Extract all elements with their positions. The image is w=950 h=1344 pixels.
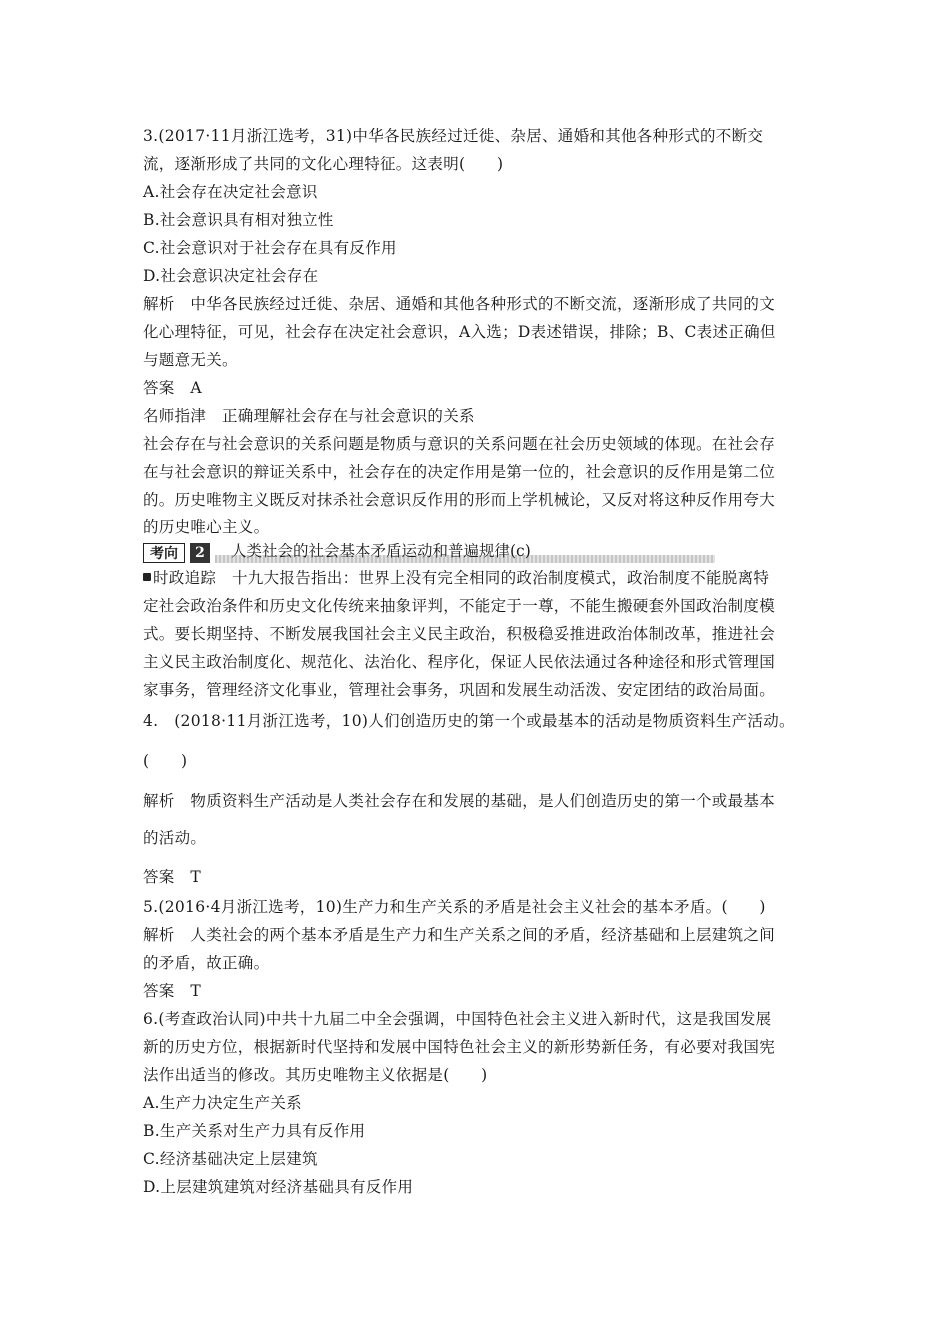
q3-analysis-line-2: 化心理特征，可见，社会存在决定社会意识，A入选；D表述错误，排除；B、C表述正确但 <box>143 323 776 341</box>
square-bullet-icon <box>143 573 151 581</box>
news-line-5: 家事务，管理经济文化事业，管理社会事务，巩固和发展生动活泼、安定团结的政治局面。 <box>143 681 776 699</box>
q3-tip-line-2: 在与社会意识的辩证关系中，社会存在的决定作用是第一位的，社会意识的反作用是第二位 <box>143 463 776 481</box>
q3-analysis-line-3: 与题意无关。 <box>143 351 238 369</box>
q4-analysis-line-2: 的活动。 <box>143 829 207 847</box>
q6-option-b: B.生产关系对生产力具有反作用 <box>143 1122 366 1140</box>
q3-analysis-line-1: 解析 中华各民族经过迁徙、杂居、通婚和其他各种形式的不断交流，逐渐形成了共同的文 <box>143 295 776 313</box>
q4-stem-line-2: ( ) <box>143 752 188 770</box>
section-tag: 考向 <box>143 543 185 563</box>
section-number: 2 <box>190 543 210 563</box>
q3-tip-line-3: 的。历史唯物主义既反对抹杀社会意识反作用的形而上学机械论，又反对将这种反作用夸大 <box>143 491 776 509</box>
news-line-3: 式。要长期坚持、不断发展我国社会主义民主政治，积极稳妥推进政治体制改革，推进社会 <box>143 625 776 643</box>
q3-stem-line-1: 3.(2017·11月浙江选考，31)中华各民族经过迁徙、杂居、通婚和其他各种形式的不断交 <box>143 127 764 145</box>
q6-option-c: C.经济基础决定上层建筑 <box>143 1150 318 1168</box>
q3-tip-line-1: 社会存在与社会意识的关系问题是物质与意识的关系问题在社会历史领域的体现。在社会存 <box>143 435 776 453</box>
q6-stem-line-2: 新的历史方位，根据新时代坚持和发展中国特色社会主义的新形势新任务，有必要对我国宪 <box>143 1038 776 1056</box>
q4-stem-line-1: 4. (2018·11月浙江选考，10)人们创造历史的第一个或最基本的活动是物质资料生产活动。 <box>143 712 795 730</box>
q5-analysis-line-2: 的矛盾，故正确。 <box>143 954 270 972</box>
q5-answer: 答案 T <box>143 982 202 1000</box>
section-header <box>143 543 823 565</box>
news-line-1 <box>143 567 769 589</box>
q3-stem-line-2: 流，逐渐形成了共同的文化心理特征。这表明( ) <box>143 155 504 173</box>
q3-option-b: B.社会意识具有相对独立性 <box>143 211 334 229</box>
section-title: 人类社会的社会基本矛盾运动和普遍规律(c) <box>231 542 531 560</box>
q4-analysis-line-1: 解析 物质资料生产活动是人类社会存在和发展的基础，是人们创造历史的第一个或最基本 <box>143 792 776 810</box>
q3-option-a: A.社会存在决定社会意识 <box>143 183 318 201</box>
news-line-2: 定社会政治条件和历史文化传统来抽象评判，不能定于一尊，不能生搬硬套外国政治制度模 <box>143 597 776 615</box>
news-line-4: 主义民主政治制度化、规范化、法治化、程序化，保证人民依法通过各种途径和形式管理国 <box>143 653 776 671</box>
q5-stem-line-1: 5.(2016·4月浙江选考，10)生产力和生产关系的矛盾是社会主义社会的基本矛盾。( ) <box>143 898 766 916</box>
q4-answer: 答案 T <box>143 868 202 886</box>
q6-option-a: A.生产力决定生产关系 <box>143 1094 302 1112</box>
news-line-1-text: 时政追踪 十九大报告指出：世界上没有完全相同的政治制度模式，政治制度不能脱离特 <box>153 569 770 587</box>
q6-stem-line-3: 法作出适当的修改。其历史唯物主义依据是( ) <box>143 1066 488 1084</box>
q3-answer: 答案 A <box>143 379 202 397</box>
q5-analysis-line-1: 解析 人类社会的两个基本矛盾是生产力和生产关系之间的矛盾，经济基础和上层建筑之间 <box>143 926 776 944</box>
q3-tip-line-4: 的历史唯心主义。 <box>143 518 270 536</box>
q3-option-d: D.社会意识决定社会存在 <box>143 267 319 285</box>
q6-option-d: D.上层建筑建筑对经济基础具有反作用 <box>143 1178 414 1196</box>
q3-tip-title: 名师指津 正确理解社会存在与社会意识的关系 <box>143 407 475 425</box>
q6-stem-line-1: 6.(考查政治认同)中共十九届二中全会强调，中国特色社会主义进入新时代，这是我国发展 <box>143 1010 772 1028</box>
q3-option-c: C.社会意识对于社会存在具有反作用 <box>143 239 397 257</box>
